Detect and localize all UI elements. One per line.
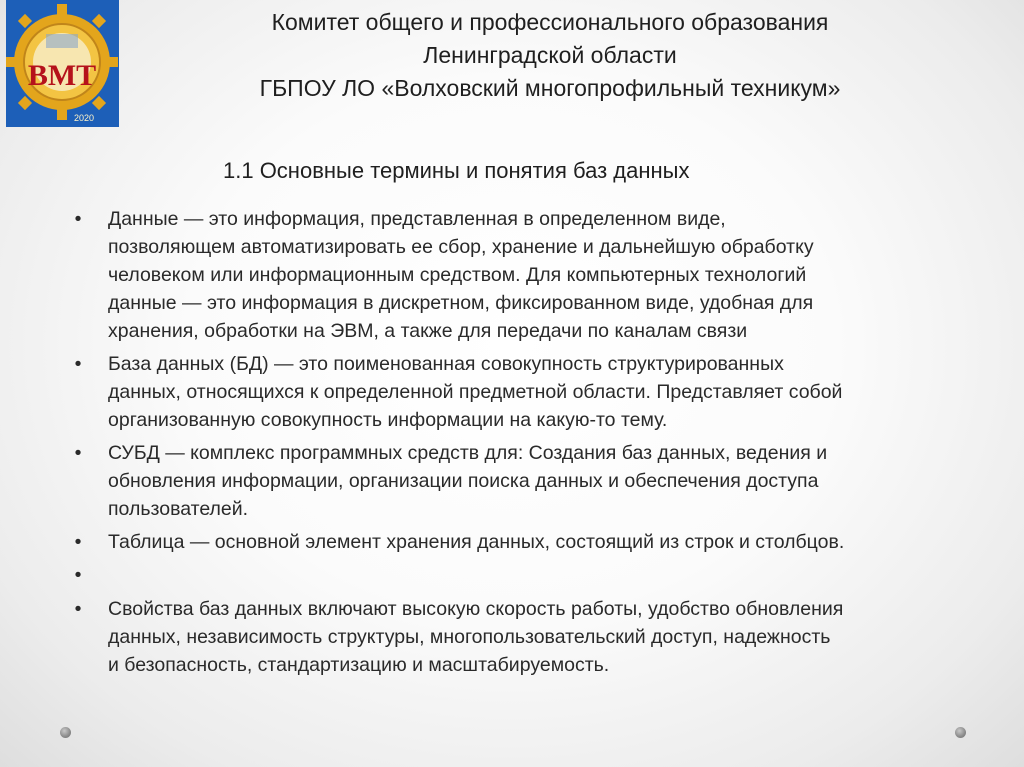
college-logo [6,0,119,127]
section-title: 1.1 Основные термины и понятия баз данных [223,158,690,183]
bullet-marker: • [74,564,82,586]
bullet-line: организованную совокупность информации на какую-то тему. [108,409,668,431]
bullet-list [62,205,982,682]
bullet-item-dbms [62,439,982,523]
header-line-committee: Комитет общего и профессионального образования [271,9,829,35]
bullet-line: СУБД — комплекс программных средств для: Создания баз данных, ведения и [108,442,828,464]
bullet-item-table [62,528,982,556]
logo-letters: ВМТ [27,59,97,92]
corner-dot-left [60,727,71,738]
bullet-marker: • [74,598,82,620]
bullet-line: обновления информации, организации поиска данных и обеспечения доступа [108,470,819,492]
header-line-college: ГБПОУ ЛО «Волховский многопрофильный техникум» [259,75,841,101]
corner-dot-right [955,727,966,738]
bullet-line: Свойства баз данных включают высокую скорость работы, удобство обновления [108,598,844,620]
building-icon [46,34,78,48]
slide-header [150,6,950,105]
bullet-line: позволяющем автоматизировать ее сбор, хранение и дальнейшую обработку [108,236,814,258]
bullet-item-database [62,350,982,434]
bullet-item-properties [62,595,982,679]
bullet-line: человеком или информационным средством. Для компьютерных технологий [108,264,807,286]
bullet-marker: • [74,442,82,464]
bullet-marker: • [74,208,82,230]
bullet-line: хранения, обработки на ЭВМ, а также для передачи по каналам связи [108,320,748,342]
bullet-line: данных, относящихся к определенной предметной области. Представляет собой [108,381,843,403]
logo-year: 2020 [73,113,95,123]
header-line-region: Ленинградской области [423,42,677,68]
bullet-marker: • [74,531,82,553]
bullet-line: Данные — это информация, представленная в определенном виде, [108,208,726,230]
bullet-line: данных, независимость структуры, многопользовательский доступ, надежность [108,626,831,648]
bullet-line: и безопасность, стандартизацию и масштабируемость. [108,654,610,676]
bullet-line: данные — это информация в дискретном, фиксированном виде, удобная для [108,292,814,314]
bullet-item-data [62,205,982,345]
bullet-marker: • [74,353,82,375]
bullet-line: пользователей. [108,498,249,520]
bullet-item-empty [62,561,982,589]
bullet-line: Таблица — основной элемент хранения данных, состоящий из строк и столбцов. [108,531,845,553]
bullet-line: База данных (БД) — это поименованная совокупность структурированных [108,353,784,375]
